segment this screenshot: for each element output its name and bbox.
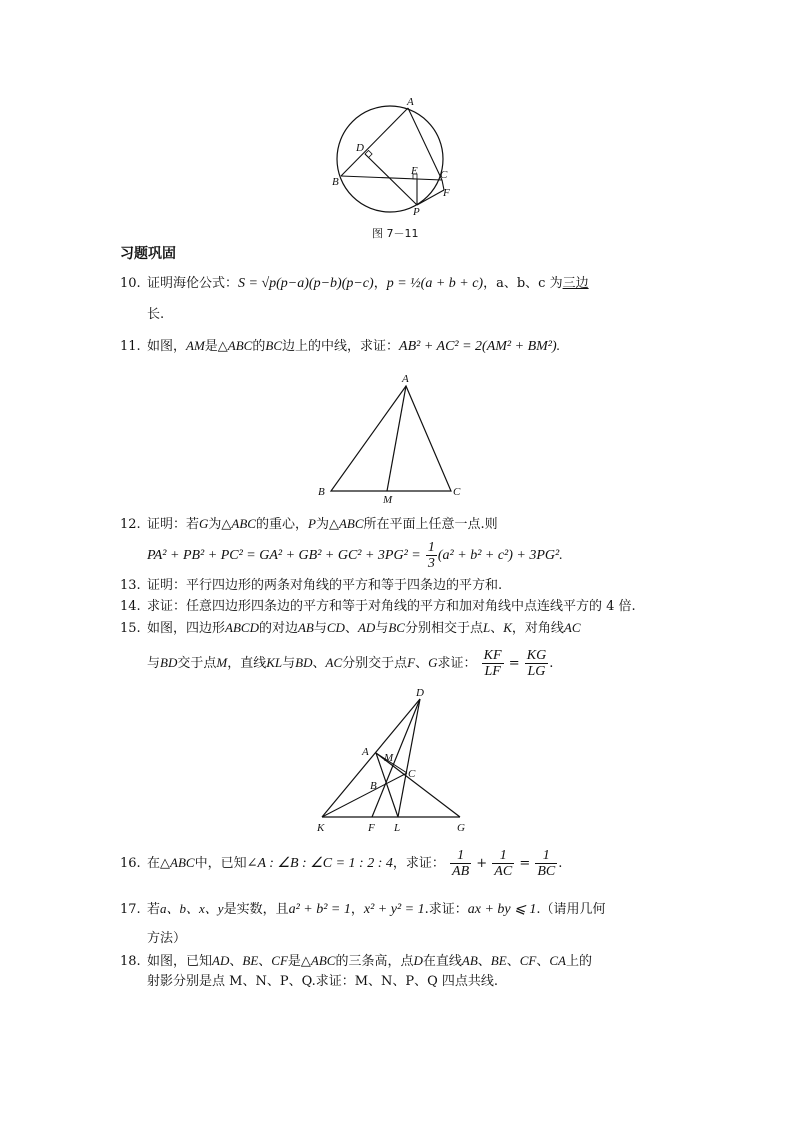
section-heading: 习题巩固 bbox=[120, 246, 176, 262]
label-B: B bbox=[370, 780, 377, 792]
problem-10-cont: 长. bbox=[147, 307, 165, 322]
figure-quadrilateral bbox=[312, 685, 477, 844]
label-B: B bbox=[318, 486, 325, 498]
label-B: B bbox=[332, 176, 339, 188]
label-A: A bbox=[407, 96, 414, 108]
label-M: M bbox=[384, 752, 394, 764]
label-C: C bbox=[453, 486, 461, 498]
label-P: P bbox=[413, 206, 420, 218]
label-G: G bbox=[457, 822, 465, 834]
label-F: F bbox=[443, 187, 450, 199]
problem-12: 12. 证明：若G为△ABC的重心，P为△ABC所在平面上任意一点.则 bbox=[120, 516, 498, 532]
problem-17-cont: 方法） bbox=[147, 931, 187, 946]
label-L: L bbox=[394, 822, 401, 834]
problem-15-cont: 与BD交于点M，直线KL与BD、AC分别交于点F、G求证： $\frac{KF}{LF}$ = $\frac{KG}{LG}$ . bbox=[147, 648, 554, 679]
label-C: C bbox=[408, 768, 416, 780]
problem-16: 16. 在△ABC中，已知∠A : ∠B : ∠C = 1 : 2 : 4，求证： $\frac{1}{AB}$ + $\frac{1}{AC}$ = $\frac{1}{BC}$ . bbox=[120, 848, 563, 879]
problem-17: 17. 若a、b、x、y是实数，且a² + b² = 1，x² + y² = 1.求证：ax + by ⩽ 1.（请用几何 bbox=[120, 901, 606, 917]
label-M: M bbox=[383, 494, 393, 506]
problem-14: 14. 求证：任意四边形四条边的平方和等于对角线的平方和加对角线中点连线平方的 4 倍. bbox=[120, 599, 636, 614]
figure-caption: 图 7－11 bbox=[372, 227, 419, 240]
problem-10: 10. 证明海伦公式：S = √p(p−a)(p−b)(p−c)，p = ½(a + b + c)，a、b、c 为三边 bbox=[120, 276, 589, 291]
figure-7-11 bbox=[325, 95, 455, 224]
problem-18: 18. 如图，已知AD、BE、CF是△ABC的三条高，点D在直线AB、BE、CF、CA上的 bbox=[120, 953, 592, 969]
label-E: E bbox=[411, 165, 418, 177]
label-D: D bbox=[356, 142, 364, 154]
problem-15: 15. 如图，四边形ABCD的对边AB与CD、AD与BC分别相交于点L、K，对角线AC bbox=[120, 620, 581, 636]
figure-triangle-median bbox=[313, 368, 473, 512]
problem-18-cont: 射影分别是点 M、N、P、Q.求证：M、N、P、Q 四点共线. bbox=[147, 974, 499, 989]
problem-13: 13. 证明：平行四边形的两条对角线的平方和等于四条边的平方和. bbox=[120, 578, 503, 593]
label-A: A bbox=[362, 746, 369, 758]
problem-12-formula: PA² + PB² + PC² = GA² + GB² + GC² + 3PG² = $\frac{1}{3}$ (a² + b² + c²) + 3PG². bbox=[147, 540, 563, 571]
label-A: A bbox=[402, 373, 409, 385]
problem-11: 11. 如图，AM是△ABC的BC边上的中线，求证：AB² + AC² = 2(AM² + BM²). bbox=[120, 338, 561, 354]
label-D: D bbox=[416, 687, 424, 699]
label-C: C bbox=[440, 169, 448, 181]
label-F: F bbox=[368, 822, 375, 834]
label-K: K bbox=[317, 822, 325, 834]
